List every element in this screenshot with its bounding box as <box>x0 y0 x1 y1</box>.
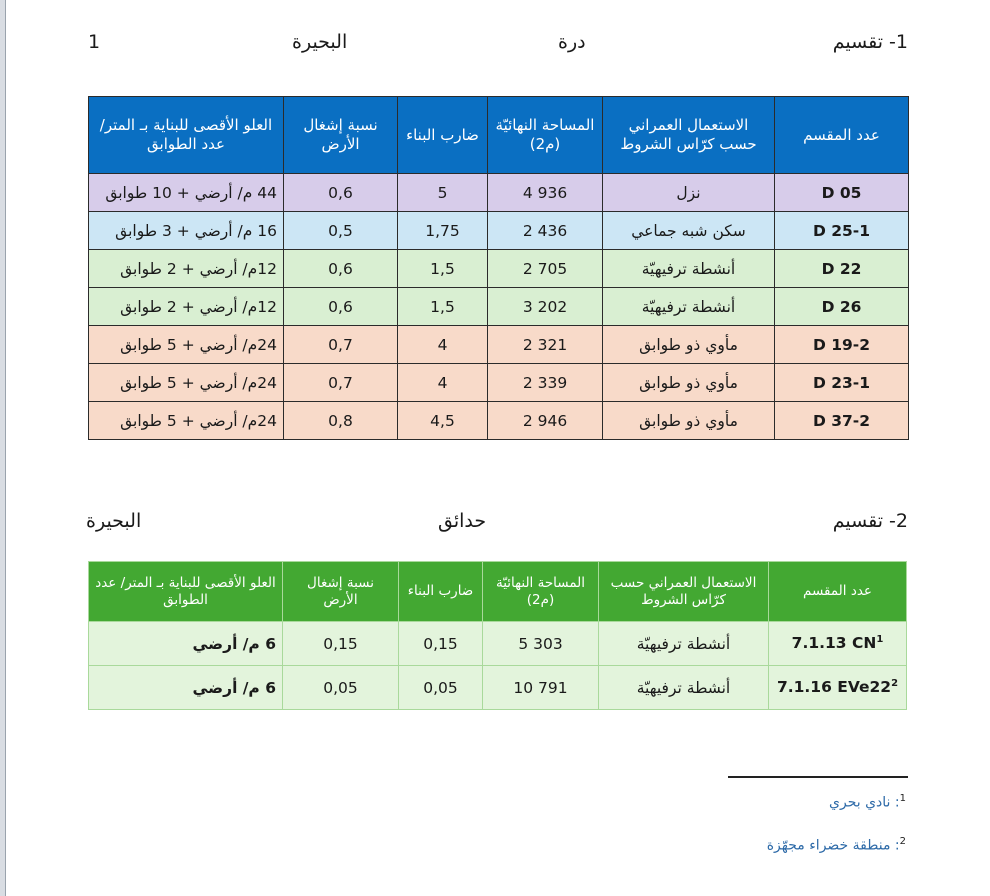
build-factor: 4,5 <box>398 402 488 440</box>
section2-title-row <box>80 510 908 540</box>
section1-name: درة <box>558 31 586 53</box>
section2-name: حدائق <box>438 510 487 532</box>
lot-code-text: 7.1.16 EVe22 <box>776 678 892 697</box>
final-area: 2 705 <box>488 250 603 288</box>
lot-code: D 19-2 <box>775 326 909 364</box>
header-urban-use: الاستعمال العمراني حسب كرّاس الشروط <box>603 97 775 174</box>
section1-subdivision: 1- تقسيم <box>832 31 908 53</box>
header-final-area: المساحة النهائيّة (م2) <box>483 562 599 622</box>
final-area: 4 936 <box>488 174 603 212</box>
footnote-separator <box>728 776 908 778</box>
occupancy-ratio: 0,6 <box>284 174 398 212</box>
build-factor: 0,15 <box>399 622 483 666</box>
occupancy-ratio: 0,6 <box>284 250 398 288</box>
table-row <box>89 250 909 288</box>
subdivision2-table <box>88 561 907 710</box>
occupancy-ratio: 0,15 <box>283 622 399 666</box>
table-row <box>89 402 909 440</box>
footnote-1 <box>829 793 906 811</box>
header-build-factor: ضارب البناء <box>399 562 483 622</box>
lot-code <box>769 666 907 710</box>
header-build-factor: ضارب البناء <box>398 97 488 174</box>
lot-code <box>769 622 907 666</box>
occupancy-ratio: 0,6 <box>284 288 398 326</box>
lot-code: D 26 <box>775 288 909 326</box>
footnote-text: : نادي بحري <box>829 794 900 811</box>
section1-number: 1 <box>88 31 101 53</box>
header-max-height: العلو الأقصى للبناية بـ المتر/ عدد الطوابق <box>89 97 284 174</box>
final-area: 2 339 <box>488 364 603 402</box>
lot-code-text: 7.1.13 CN <box>791 634 877 653</box>
occupancy-ratio: 0,8 <box>284 402 398 440</box>
final-area: 2 321 <box>488 326 603 364</box>
section1-title-row <box>80 31 908 61</box>
header-occupancy-ratio: نسبة إشغال الأرض <box>284 97 398 174</box>
build-factor: 5 <box>398 174 488 212</box>
build-factor: 1,5 <box>398 250 488 288</box>
section2-subdivision: 2- تقسيم <box>832 510 908 532</box>
max-height: 44 م/ أرضي + 10 طوابق <box>89 174 284 212</box>
urban-use: مأوي ذو طوابق <box>603 326 775 364</box>
urban-use: أنشطة ترفيهيّة <box>599 622 769 666</box>
max-height: 24م/ أرضي + 5 طوابق <box>89 364 284 402</box>
occupancy-ratio: 0,7 <box>284 326 398 364</box>
lot-code: D 37-2 <box>775 402 909 440</box>
table-row <box>89 174 909 212</box>
table-header-row <box>89 97 909 174</box>
build-factor: 4 <box>398 326 488 364</box>
header-lot-count: عدد المقسم <box>769 562 907 622</box>
lot-code: D 05 <box>775 174 909 212</box>
table-header-row <box>89 562 907 622</box>
table-row <box>89 666 907 710</box>
section1-place: البحيرة <box>292 31 348 53</box>
max-height: 6 م/ أرضي <box>89 622 283 666</box>
max-height: 6 م/ أرضي <box>89 666 283 710</box>
lot-code: D 23-1 <box>775 364 909 402</box>
footnote-2 <box>767 836 906 854</box>
max-height: 24م/ أرضي + 5 طوابق <box>89 402 284 440</box>
final-area: 3 202 <box>488 288 603 326</box>
section2-place: البحيرة <box>86 510 142 532</box>
urban-use: أنشطة ترفيهيّة <box>599 666 769 710</box>
max-height: 24م/ أرضي + 5 طوابق <box>89 326 284 364</box>
header-lot-count: عدد المقسم <box>775 97 909 174</box>
table-row <box>89 622 907 666</box>
lot-code: D 22 <box>775 250 909 288</box>
max-height: 12م/ أرضي + 2 طوابق <box>89 288 284 326</box>
footnote-ref[interactable]: 1 <box>876 634 884 646</box>
footnote-text: : منطقة خضراء مجهّزة <box>766 837 900 854</box>
urban-use: أنشطة ترفيهيّة <box>603 250 775 288</box>
max-height: 12م/ أرضي + 2 طوابق <box>89 250 284 288</box>
footnote-mark: 2 <box>899 836 906 847</box>
final-area: 5 303 <box>483 622 599 666</box>
table-row <box>89 212 909 250</box>
header-occupancy-ratio: نسبة إشغال الأرض <box>283 562 399 622</box>
urban-use: مأوي ذو طوابق <box>603 364 775 402</box>
table-row <box>89 326 909 364</box>
final-area: 2 436 <box>488 212 603 250</box>
urban-use: نزل <box>603 174 775 212</box>
final-area: 10 791 <box>483 666 599 710</box>
build-factor: 1,5 <box>398 288 488 326</box>
urban-use: أنشطة ترفيهيّة <box>603 288 775 326</box>
header-urban-use: الاستعمال العمراني حسب كرّاس الشروط <box>599 562 769 622</box>
final-area: 2 946 <box>488 402 603 440</box>
occupancy-ratio: 0,05 <box>283 666 399 710</box>
footnote-mark: 1 <box>899 793 906 804</box>
build-factor: 0,05 <box>399 666 483 710</box>
subdivision1-table <box>88 96 909 440</box>
build-factor: 4 <box>398 364 488 402</box>
footnote-ref[interactable]: 2 <box>891 678 899 690</box>
table-row <box>89 288 909 326</box>
occupancy-ratio: 0,7 <box>284 364 398 402</box>
occupancy-ratio: 0,5 <box>284 212 398 250</box>
header-max-height: العلو الأقصى للبناية بـ المتر/ عدد الطوابق <box>89 562 283 622</box>
header-final-area: المساحة النهائيّة (م2) <box>488 97 603 174</box>
urban-use: سكن شبه جماعي <box>603 212 775 250</box>
lot-code: D 25-1 <box>775 212 909 250</box>
max-height: 16 م/ أرضي + 3 طوابق <box>89 212 284 250</box>
page-edge-line <box>5 0 6 896</box>
build-factor: 1,75 <box>398 212 488 250</box>
urban-use: مأوي ذو طوابق <box>603 402 775 440</box>
table-row <box>89 364 909 402</box>
